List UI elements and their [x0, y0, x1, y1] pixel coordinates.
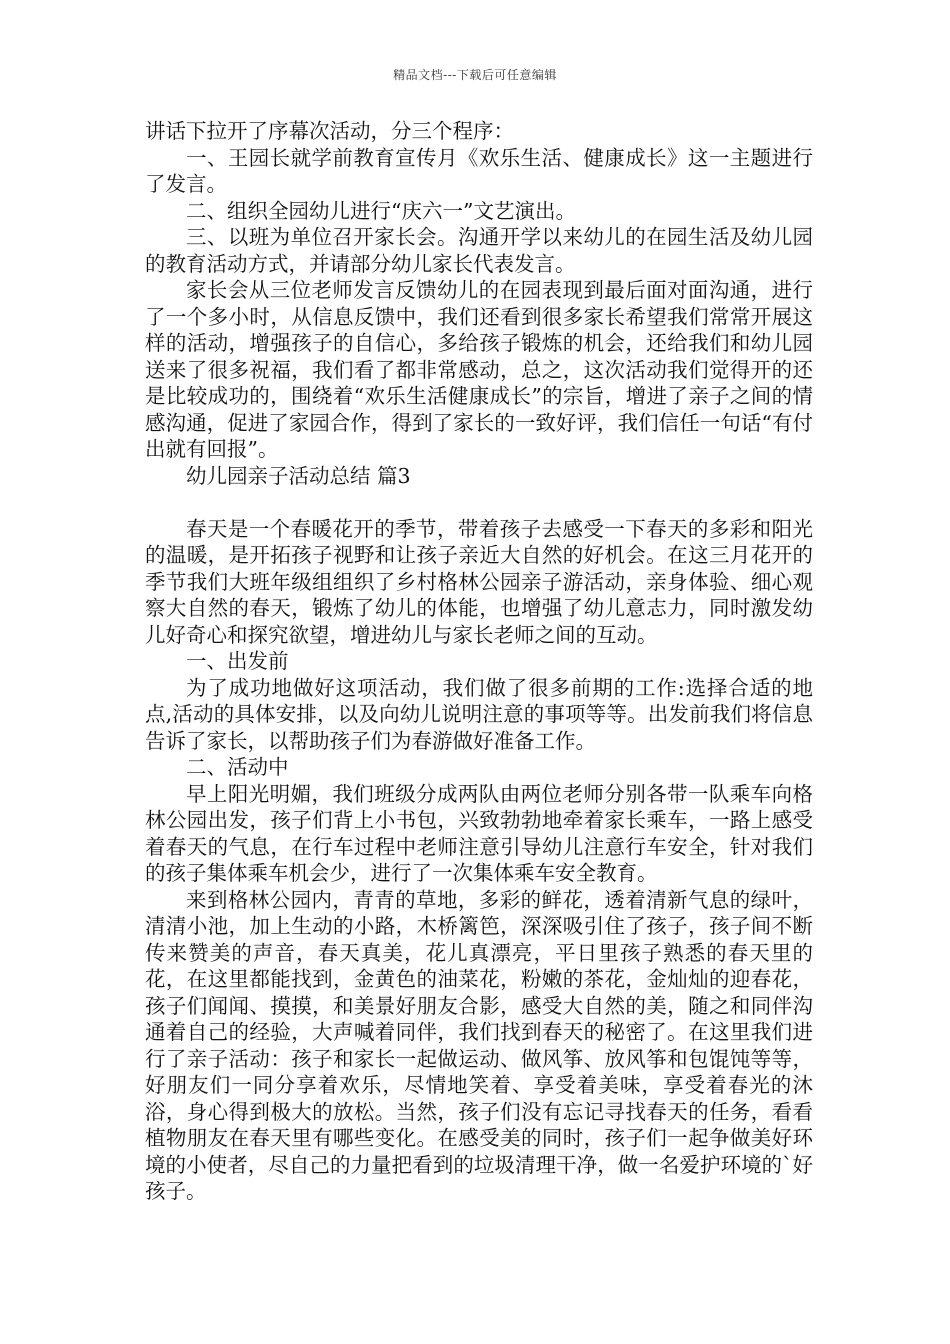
paragraph: 三、以班为单位召开家长会。沟通开学以来幼儿的在园生活及幼儿园的教育活动方式，并请部分幼儿家长代表发言。: [145, 225, 813, 276]
section-heading: 二、活动中: [186, 755, 289, 779]
paragraph: 春天是一个春暖花开的季节，带着孩子去感受一下春天的多彩和阳光的温暖，是开拓孩子视野和让孩子亲近大自然的好机会。在这三月花开的季节我们大班年级组组织了乡村格林公园亲子游活动，亲身体验、细心观察大自然的春天，锻炼了幼儿的体能，也增强了幼儿意志力，同时激发幼儿好奇心和探究欲望，增进幼儿与家长老师之间的互动。: [145, 516, 813, 647]
paragraph: 早上阳光明媚，我们班级分成两队由两位老师分别各带一队乘车向格林公园出发，孩子们背上小书包，兴致勃勃地牵着家长乘车，一路上感受着春天的气息，在行车过程中老师注意引导幼儿注意行车安全，针对我们的孩子集体乘车机会少，进行了一次集体乘车安全教育。: [145, 781, 813, 885]
paragraph: 来到格林公园内，青青的草地，多彩的鲜花，透着清新气息的绿叶，清清小池，加上生动的小路，木桥篱笆，深深吸引住了孩子，孩子间不断传来赞美的声音，春天真美，花儿真漂亮，平日里孩子熟悉的春天里的花，在这里都能找到，金黄色的油菜花，粉嫩的茶花，金灿灿的迎春花，孩子们闻闻、摸摸，和美景好朋友合影，感受大自然的美，随之和同伴沟通着自己的经验，大声喊着同伴，我们找到春天的秘密了。在这里我们进行了亲子活动：孩子和家长一起做运动、做风筝、放风筝和包馄饨等等，好朋友们一同分享着欢乐，尽情地笑着、享受着美味，享受着春光的沐浴，身心得到极大的放松。当然，孩子们没有忘记寻找春天的任务，看看植物朋友在春天里有哪些变化。在感受美的同时，孩子们一起争做美好环境的小使者，尽自己的力量把看到的垃圾清理干净，做一名爱护环境的`好孩子。: [145, 887, 813, 1203]
paragraph: 家长会从三位老师发言反馈幼儿的在园表现到最后面对面沟通，进行了一个多小时，从信息反馈中，我们还看到很多家长希望我们常常开展这样的活动，增强孩子的自信心，多给孩子锻炼的机会，还给我们和幼儿园送来了很多祝福，我们看了都非常感动，总之，这次活动我们觉得开的还是比较成功的，围绕着“欢乐生活健康成长”的宗旨，增进了亲子之间的情感沟通，促进了家园合作，得到了家长的一致好评，我们信任一句话“有付出就有回报”。: [145, 278, 813, 461]
section-title: 幼儿园亲子活动总结 篇3: [186, 463, 411, 488]
paragraph: 一、王园长就学前教育宣传月《欢乐生活、健康成长》这一主题进行了发言。: [145, 145, 813, 196]
page-header: 精品文档---下载后可任意编辑: [393, 68, 557, 82]
section-heading: 一、出发前: [186, 649, 289, 673]
paragraph: 为了成功地做好这项活动，我们做了很多前期的工作:选择合适的地点,活动的具体安排，以及向幼儿说明注意的事项等等。出发前我们将信息告诉了家长，以帮助孩子们为春游做好准备工作。: [145, 675, 813, 753]
document-body: [145, 118, 813, 1205]
paragraph: 二、组织全园幼儿进行“庆六一”文艺演出。: [186, 198, 576, 223]
paragraph: 讲话下拉开了序幕次活动，分三个程序：: [145, 119, 514, 143]
